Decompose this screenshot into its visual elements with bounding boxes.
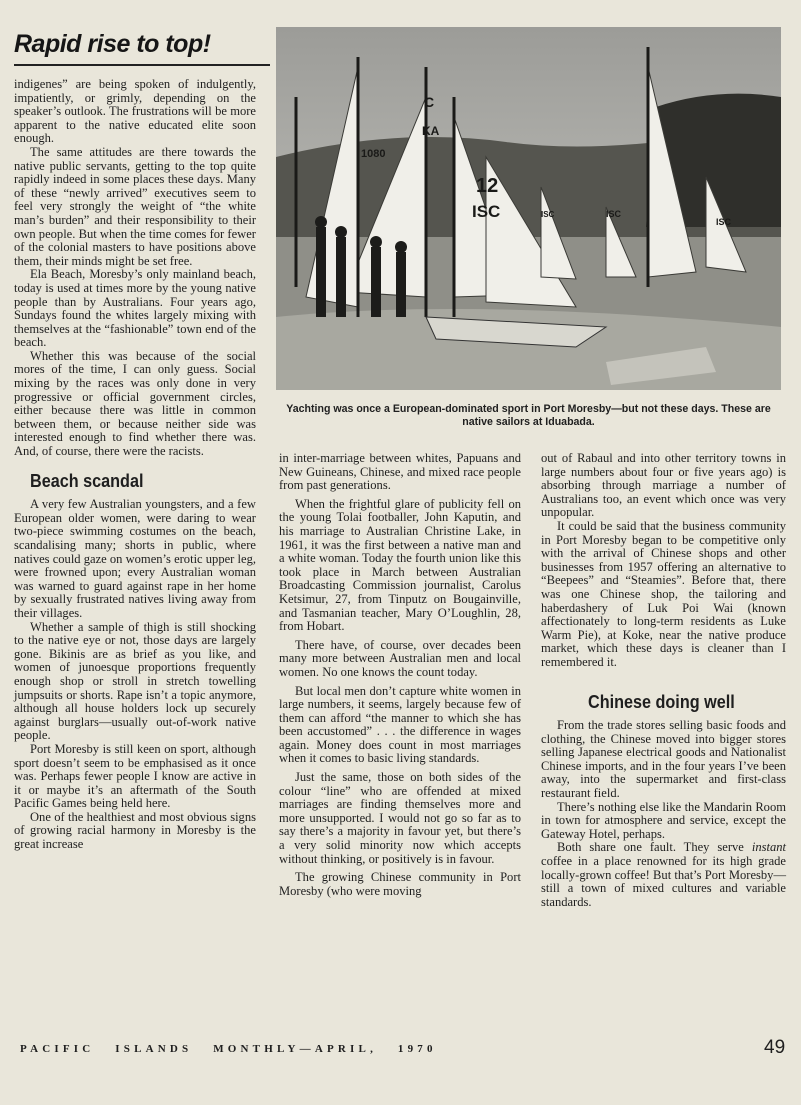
headline-rule bbox=[14, 64, 270, 66]
col3-paragraph-2: It could be said that the business community in Port Moresby began to be competitive only with the arrival of Chinese shops and other businesses from 1957 offering an alternative to “Beepees” and “Steamies”. Before that, there was one Chinese shop, the tailoring and haberdashery of Luk Poi Wai (known affectionately to long-term residents as Luke Warm Pie), at Koke, near the native produce market, which these days is cleaner than I remembered it. bbox=[541, 518, 786, 669]
photo-caption: Yachting was once a European-dominated sport in Port Moresby—but not these days. These are native sailors at Iduabada. bbox=[286, 403, 771, 428]
col1-paragraph-4: Whether this was because of the social mores of the time, I can only guess. Social mixing by the races was only done in very progressive or official government circles, either because there was little in common between them, or because neither side was interested enough to find whether there was. And, of course, there were the racists. bbox=[14, 348, 256, 459]
column-3 bbox=[541, 452, 786, 909]
headline: Rapid rise to top! bbox=[14, 30, 211, 58]
page-number: 49 bbox=[764, 1037, 786, 1058]
col2-paragraph-1: in inter-marriage between whites, Papuans and New Guineans, Chinese, and mixed race people from past generations. bbox=[279, 451, 521, 493]
sail-mark-3: KA bbox=[422, 124, 440, 138]
col2-paragraph-4: But local men don’t capture white women in large numbers, it seems, largely because few of them can afford “the manner to which she has been accustomed” . . . the difference in wages again. Money does count in most marriages when it comes to basic living standards. bbox=[279, 683, 521, 766]
sail-mark-2: ISC bbox=[472, 202, 501, 221]
yachting-photo bbox=[276, 27, 781, 390]
col2-paragraph-6: The growing Chinese community in Port Moresby (who were moving bbox=[279, 870, 521, 898]
column-1 bbox=[14, 78, 256, 852]
sail-mark-1: 12 bbox=[476, 175, 499, 197]
col1-paragraph-2: The same attitudes are there towards the native public servants, getting to the top quite rapidly indeed in some places these days. Many of these “newly arrived” executives seem to feel very strongly the weight of “the white man’s burden” and their responsibility to their own people. But when the time comes for fewer of the colonial masters to have positions above them, their minds might be set free. bbox=[14, 144, 256, 268]
sail-mark-8: ISC bbox=[541, 210, 555, 219]
col3-paragraph-5-italic: instant bbox=[751, 840, 786, 855]
sail-mark-7: ISC bbox=[716, 217, 732, 227]
col3-paragraph-4: There’s nothing else like the Mandarin Room in town for atmosphere and service, except the Gateway Hotel, perhaps. bbox=[541, 799, 786, 841]
col3-paragraph-5-end: coffee in a place renowned for its high grade locally-grown coffee! But that’s Port Moresby—still a town of mixed cultures and variable standards. bbox=[541, 854, 786, 909]
col3-paragraph-5 bbox=[541, 841, 786, 909]
col2-paragraph-2: When the frightful glare of publicity fell on the young Tolai footballer, John Kaputin, and his marriage to Australian Christine Lake, in 1961, it was the first between a native man and a white woman. Today the fourth union like this took place in March between Australian Broadcasting Commission journalist, Carolus Ketsimur, 27, from Tinputz on Bougainville, and Tasmanian teacher, Mary O’Loughlin, 28, from Hobart. bbox=[279, 496, 521, 634]
col1-paragraph-8: One of the healthiest and most obvious signs of growing racial harmony in Moresby is the great increase bbox=[14, 809, 256, 852]
col1-paragraph-5: A very few Australian youngsters, and a few European older women, were daring to wear two-piece swimming costumes on the beach, scandalising many; shorts in public, where natives could gaze on women’s erotic upper leg, were frowned upon; every Australian woman was warned to guard against rape in her home by sexually frustrated natives living away from their villages. bbox=[14, 497, 256, 620]
sailboats-illustration bbox=[276, 27, 781, 390]
col3-paragraph-3: From the trade stores selling basic foods and clothing, the Chinese moved into bigger stores selling Japanese electrical goods and Nationalist Chinese imports, and in the four years I’ve been away, into the supermarket and first-class restaurant field. bbox=[541, 718, 786, 801]
col1-paragraph-6: Whether a sample of thigh is still shocking to the native eye or not, those days are largely gone. Bikinis are as brief as you like, and women of junoesque proportions frequently enough shop or stroll in stretch towelling jumpsuits or shorts. Rape isn’t a topic anymore, although all house holders lock up securely against burglars—usually out-of-work native people. bbox=[14, 619, 256, 743]
sail-mark-4: 1080 bbox=[361, 148, 386, 160]
column-2 bbox=[279, 452, 521, 898]
section-heading-chinese-doing-well: Chinese doing well bbox=[588, 691, 735, 712]
col3-paragraph-1: out of Rabaul and into other territory towns in large numbers about four or five years ago) is absorbing through marriage a number of Australians too, an event which once was very unpopular. bbox=[541, 451, 786, 520]
col1-paragraph-7: Port Moresby is still keen on sport, although sport doesn’t seem to be emphasised as it once was. Perhaps fewer people I know are active in it or maybe it’s an aftermath of the South Pacific Games being held here. bbox=[14, 741, 256, 811]
section-heading-beach-scandal: Beach scandal bbox=[30, 470, 144, 491]
sail-mark-6: ISC bbox=[606, 209, 622, 219]
col3-paragraph-5-start: Both share one fault. They serve bbox=[557, 840, 752, 855]
col1-paragraph-3: Ela Beach, Moresby’s only mainland beach, today is used at times more by the young native people than by Australians. Four years ago, Sundays found the whites largely mixing with themselves at the “fashionable” town end of the beach. bbox=[14, 267, 256, 350]
col2-paragraph-5: Just the same, those on both sides of the colour “line” who are offended at mixed marriages are finding themselves more and more unsupported. I would not go so far as to say there’s a majority in favour yet, but there’s a very solid minority now which accepts without thinking, or positively is in favour. bbox=[279, 770, 521, 866]
col2-paragraph-3: There have, of course, over decades been many more between Australian men and local women. No one knows the count today. bbox=[279, 637, 521, 679]
col1-paragraph-1: indigenes” are being spoken of indulgently, impatiently, or grimly, depending on the speaker’s outlook. The frustrations will be more apparent to the native educated elite soon enough. bbox=[14, 77, 256, 146]
magazine-footer: PACIFIC ISLANDS MONTHLY—APRIL, 1970 bbox=[20, 1043, 437, 1055]
sail-mark-5: C bbox=[424, 94, 435, 110]
